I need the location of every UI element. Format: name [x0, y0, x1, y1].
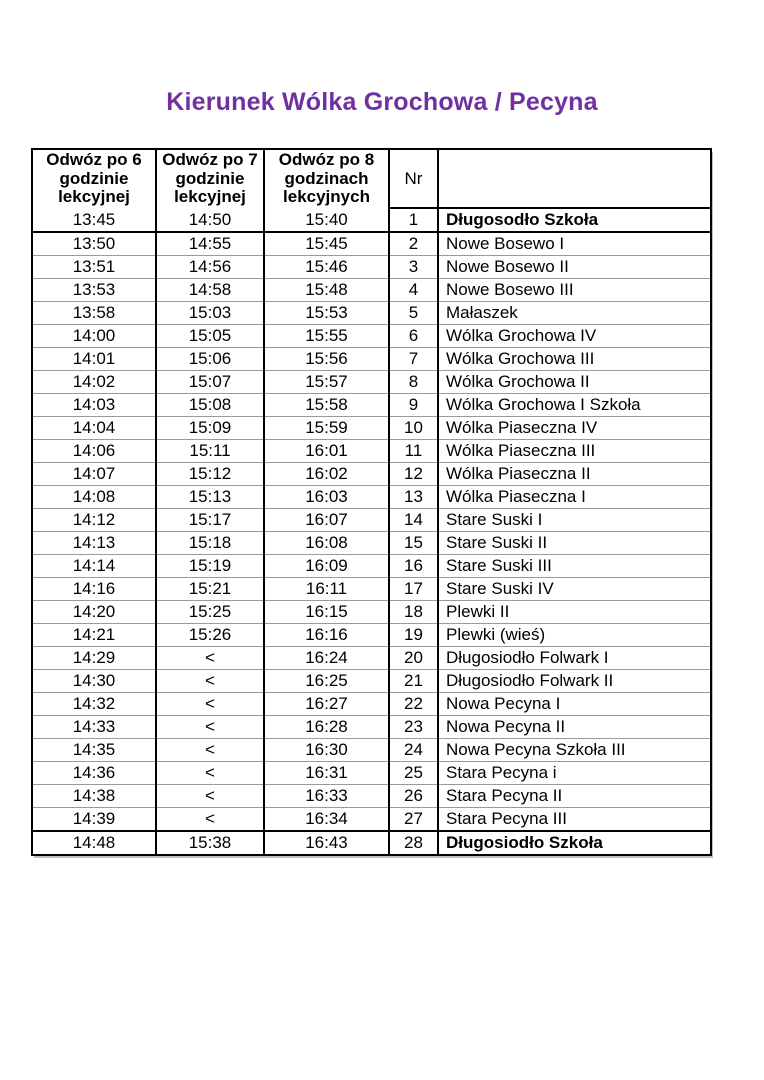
cell-time-after-8: 16:02 — [264, 463, 389, 486]
cell-time-after-6: 14:38 — [32, 785, 156, 808]
cell-time-after-6: 14:39 — [32, 808, 156, 832]
cell-time-after-7: 14:56 — [156, 256, 264, 279]
cell-nr: 9 — [389, 394, 438, 417]
cell-time-after-6: 14:16 — [32, 578, 156, 601]
table-body — [32, 208, 711, 855]
cell-time-after-6: 14:29 — [32, 647, 156, 670]
cell-time-after-6: 14:30 — [32, 670, 156, 693]
cell-nr: 12 — [389, 463, 438, 486]
cell-time-after-7: 15:38 — [156, 831, 264, 855]
table-row — [32, 325, 711, 348]
cell-stop-name: Stare Suski III — [438, 555, 711, 578]
cell-nr: 18 — [389, 601, 438, 624]
cell-nr: 23 — [389, 716, 438, 739]
cell-time-after-7: < — [156, 693, 264, 716]
table-row — [32, 693, 711, 716]
cell-nr: 22 — [389, 693, 438, 716]
cell-time-after-8: 16:30 — [264, 739, 389, 762]
cell-stop-name: Wólka Piaseczna II — [438, 463, 711, 486]
cell-nr: 25 — [389, 762, 438, 785]
cell-nr: 26 — [389, 785, 438, 808]
cell-time-after-8: 15:40 — [264, 208, 389, 232]
cell-time-after-7: 15:21 — [156, 578, 264, 601]
cell-nr: 1 — [389, 208, 438, 232]
cell-time-after-8: 16:01 — [264, 440, 389, 463]
cell-nr: 19 — [389, 624, 438, 647]
cell-time-after-7: < — [156, 647, 264, 670]
cell-nr: 10 — [389, 417, 438, 440]
cell-time-after-8: 16:16 — [264, 624, 389, 647]
cell-nr: 14 — [389, 509, 438, 532]
cell-time-after-7: < — [156, 739, 264, 762]
cell-time-after-7: < — [156, 762, 264, 785]
cell-time-after-8: 16:09 — [264, 555, 389, 578]
header-nr: Nr — [389, 149, 438, 208]
cell-time-after-6: 14:21 — [32, 624, 156, 647]
cell-stop-name: Nowe Bosewo II — [438, 256, 711, 279]
table-row — [32, 716, 711, 739]
cell-time-after-6: 14:00 — [32, 325, 156, 348]
cell-time-after-6: 14:08 — [32, 486, 156, 509]
cell-time-after-6: 14:01 — [32, 348, 156, 371]
cell-time-after-7: < — [156, 785, 264, 808]
cell-time-after-7: 15:19 — [156, 555, 264, 578]
table-row — [32, 417, 711, 440]
table-row — [32, 647, 711, 670]
cell-nr: 4 — [389, 279, 438, 302]
cell-stop-name: Nowa Pecyna I — [438, 693, 711, 716]
cell-nr: 11 — [389, 440, 438, 463]
cell-stop-name: Stara Pecyna III — [438, 808, 711, 832]
cell-time-after-6: 14:04 — [32, 417, 156, 440]
cell-time-after-6: 14:03 — [32, 394, 156, 417]
cell-stop-name: Wólka Piaseczna III — [438, 440, 711, 463]
cell-time-after-8: 15:55 — [264, 325, 389, 348]
table-row — [32, 739, 711, 762]
cell-stop-name: Nowe Bosewo I — [438, 232, 711, 256]
cell-stop-name: Długosiodło Folwark I — [438, 647, 711, 670]
cell-nr: 7 — [389, 348, 438, 371]
cell-stop-name: Nowa Pecyna II — [438, 716, 711, 739]
cell-time-after-7: 15:18 — [156, 532, 264, 555]
cell-time-after-6: 13:51 — [32, 256, 156, 279]
cell-stop-name: Wólka Grochowa III — [438, 348, 711, 371]
cell-time-after-7: 15:05 — [156, 325, 264, 348]
table-row — [32, 509, 711, 532]
cell-stop-name: Stara Pecyna II — [438, 785, 711, 808]
cell-nr: 3 — [389, 256, 438, 279]
table-row — [32, 486, 711, 509]
cell-time-after-8: 15:56 — [264, 348, 389, 371]
table-row — [32, 232, 711, 256]
cell-stop-name: Plewki II — [438, 601, 711, 624]
cell-time-after-8: 16:08 — [264, 532, 389, 555]
table-row — [32, 348, 711, 371]
cell-nr: 2 — [389, 232, 438, 256]
cell-time-after-6: 14:20 — [32, 601, 156, 624]
cell-time-after-6: 13:45 — [32, 208, 156, 232]
cell-time-after-7: 15:26 — [156, 624, 264, 647]
cell-stop-name: Wólka Grochowa IV — [438, 325, 711, 348]
table-row — [32, 256, 711, 279]
cell-stop-name: Stare Suski II — [438, 532, 711, 555]
cell-nr: 17 — [389, 578, 438, 601]
cell-time-after-7: 14:58 — [156, 279, 264, 302]
table-row — [32, 624, 711, 647]
cell-time-after-6: 14:48 — [72, 833, 116, 852]
header-departure-after-7-lessons: Odwóz po 7 godzinie lekcyjnej — [156, 149, 264, 208]
cell-nr: 27 — [389, 808, 438, 832]
table-row — [32, 808, 711, 832]
cell-stop-name: Stare Suski IV — [438, 578, 711, 601]
cell-stop-name: Długosiodło Folwark II — [438, 670, 711, 693]
bus-schedule-table — [31, 148, 712, 856]
cell-stop-name: Wólka Grochowa II — [438, 371, 711, 394]
table-row — [32, 578, 711, 601]
cell-time-after-8: 16:25 — [264, 670, 389, 693]
cell-nr: 15 — [389, 532, 438, 555]
cell-time-after-8: 16:28 — [264, 716, 389, 739]
cell-time-after-7: 15:03 — [156, 302, 264, 325]
cell-time-after-6: 14:35 — [32, 739, 156, 762]
cell-stop-name: Wólka Piaseczna IV — [438, 417, 711, 440]
table-row — [32, 208, 711, 232]
cell-nr: 6 — [389, 325, 438, 348]
cell-time-after-7: 15:13 — [156, 486, 264, 509]
cell-time-after-6: 14:07 — [32, 463, 156, 486]
cell-nr: 20 — [389, 647, 438, 670]
cell-time-after-7: 15:07 — [156, 371, 264, 394]
cell-time-after-7: < — [156, 670, 264, 693]
cell-time-after-8: 16:24 — [264, 647, 389, 670]
cell-stop-name: Stara Pecyna i — [438, 762, 711, 785]
page-title: Kierunek Wólka Grochowa / Pecyna — [166, 88, 598, 116]
cell-time-after-8: 16:27 — [264, 693, 389, 716]
cell-time-after-7: 15:17 — [156, 509, 264, 532]
cell-time-after-8: 16:34 — [264, 808, 389, 832]
cell-time-after-8: 16:07 — [264, 509, 389, 532]
cell-time-after-6: 13:50 — [32, 232, 156, 256]
cell-nr: 5 — [389, 302, 438, 325]
cell-stop-name: Długosodło Szkoła — [438, 208, 711, 232]
cell-time-after-8: 15:57 — [264, 371, 389, 394]
cell-time-after-6: 14:06 — [32, 440, 156, 463]
cell-time-after-8: 15:48 — [264, 279, 389, 302]
table-header — [32, 149, 711, 208]
table-row — [32, 601, 711, 624]
table-row — [32, 831, 711, 855]
cell-time-after-7: < — [156, 808, 264, 832]
cell-stop-name: Długosiodło Szkoła — [438, 831, 711, 855]
cell-time-after-7: 15:06 — [156, 348, 264, 371]
cell-time-after-7: 14:55 — [156, 232, 264, 256]
cell-time-after-6: 14:13 — [32, 532, 156, 555]
cell-stop-name: Plewki (wieś) — [438, 624, 711, 647]
cell-nr: 13 — [389, 486, 438, 509]
header-departure-after-6-lessons: Odwóz po 6 godzinie lekcyjnej — [46, 150, 142, 207]
cell-time-after-7: 15:09 — [156, 417, 264, 440]
header-departure-after-8-lessons: Odwóz po 8 godzinach lekcyjnych — [264, 149, 389, 208]
table-row — [32, 440, 711, 463]
cell-time-after-6: 13:58 — [32, 302, 156, 325]
cell-time-after-8: 16:33 — [264, 785, 389, 808]
cell-time-after-8: 15:45 — [264, 232, 389, 256]
cell-time-after-7: 15:11 — [156, 440, 264, 463]
cell-time-after-7: 15:12 — [156, 463, 264, 486]
cell-stop-name: Nowe Bosewo III — [438, 279, 711, 302]
cell-time-after-8: 15:46 — [264, 256, 389, 279]
cell-time-after-6: 14:36 — [32, 762, 156, 785]
cell-time-after-6: 14:12 — [32, 509, 156, 532]
table-row — [32, 394, 711, 417]
cell-stop-name: Nowa Pecyna Szkoła III — [438, 739, 711, 762]
cell-time-after-8: 16:11 — [264, 578, 389, 601]
table-row — [32, 302, 711, 325]
cell-stop-name: Wólka Grochowa I Szkoła — [438, 394, 711, 417]
cell-time-after-8: 16:31 — [264, 762, 389, 785]
table-row — [32, 371, 711, 394]
cell-nr: 28 — [389, 831, 438, 855]
cell-time-after-7: 14:50 — [156, 208, 264, 232]
cell-time-after-8: 15:58 — [264, 394, 389, 417]
table-row — [32, 463, 711, 486]
table-row — [32, 532, 711, 555]
cell-nr: 16 — [389, 555, 438, 578]
cell-time-after-7: < — [156, 716, 264, 739]
cell-time-after-8: 15:53 — [264, 302, 389, 325]
cell-time-after-8: 16:43 — [264, 831, 389, 855]
table-row — [32, 762, 711, 785]
cell-stop-name: Wólka Piaseczna I — [438, 486, 711, 509]
cell-time-after-6: 14:32 — [32, 693, 156, 716]
cell-time-after-8: 15:59 — [264, 417, 389, 440]
header-row — [32, 149, 711, 208]
table-row — [32, 555, 711, 578]
cell-time-after-7: 15:08 — [156, 394, 264, 417]
cell-time-after-8: 16:03 — [264, 486, 389, 509]
header-stop-name — [438, 149, 711, 208]
cell-time-after-6: 14:14 — [32, 555, 156, 578]
table-row — [32, 279, 711, 302]
cell-nr: 8 — [389, 371, 438, 394]
cell-time-after-7: 15:25 — [156, 601, 264, 624]
table-row — [32, 670, 711, 693]
table-row — [32, 785, 711, 808]
cell-time-after-8: 16:15 — [264, 601, 389, 624]
cell-stop-name: Małaszek — [438, 302, 711, 325]
cell-stop-name: Stare Suski I — [438, 509, 711, 532]
cell-nr: 24 — [389, 739, 438, 762]
cell-time-after-6: 14:33 — [32, 716, 156, 739]
cell-time-after-6: 14:02 — [32, 371, 156, 394]
cell-time-after-6: 13:53 — [32, 279, 156, 302]
cell-nr: 21 — [389, 670, 438, 693]
